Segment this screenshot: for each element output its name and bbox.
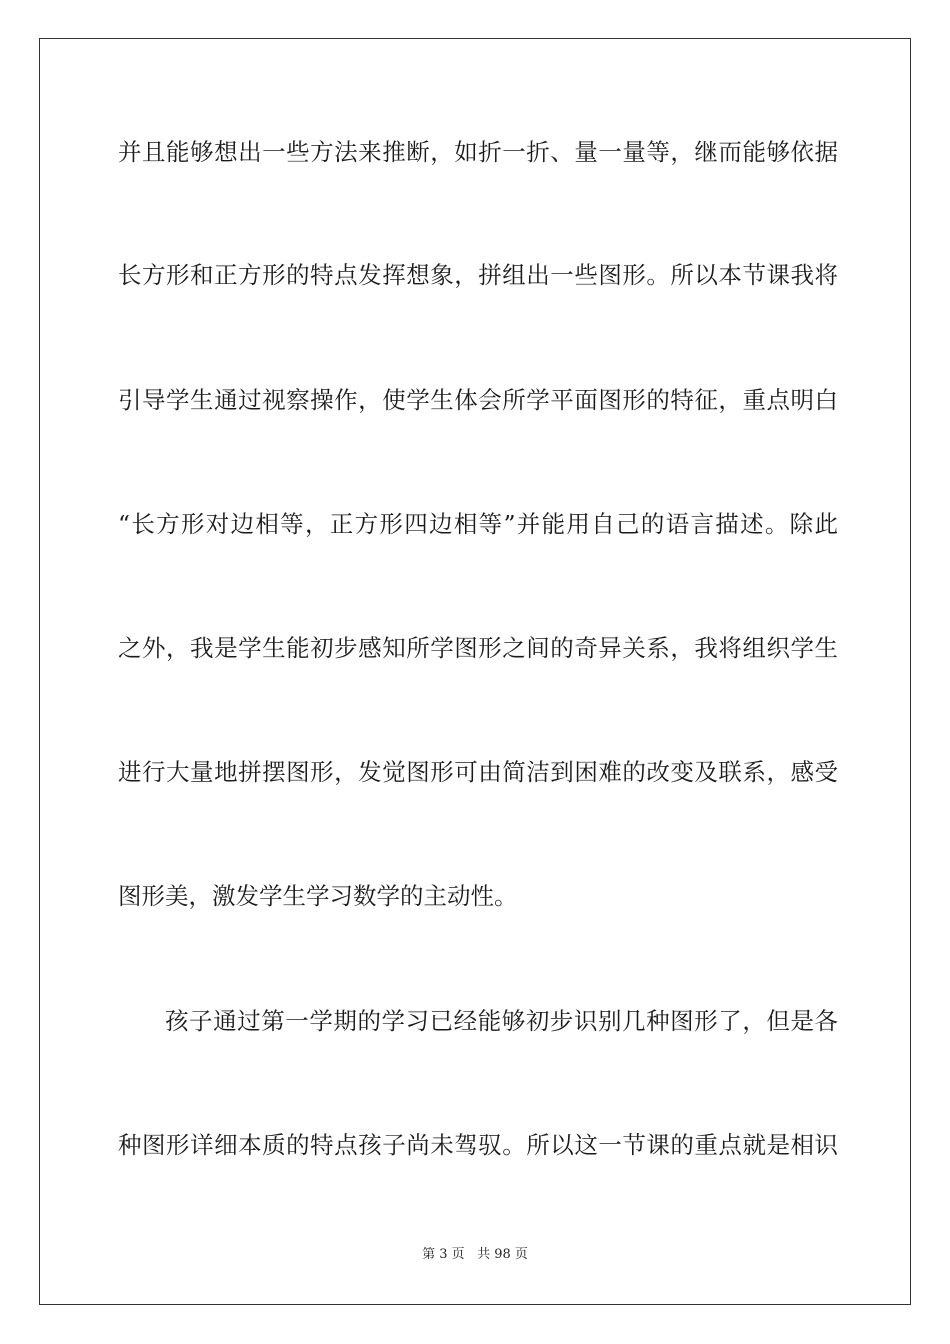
text-line: 引导学生通过视察操作，使学生体会所学平面图形的特征，重点明白 (118, 386, 838, 414)
text-line: 长方形和正方形的特点发挥想象，拼组出一些图形。所以本节课我将 (118, 261, 838, 289)
text-line: 进行大量地拼摆图形，发觉图形可由简洁到困难的改变及联系，感受 (118, 758, 838, 786)
paragraph-first-line: 孩子通过第一学期的学习已经能够初步识别几种图形了，但是各 (165, 1007, 838, 1035)
page-number: 第 3 页 (422, 1247, 465, 1262)
total-pages: 共 98 页 (477, 1247, 528, 1262)
text-line: 之外，我是学生能初步感知所学图形之间的奇异关系，我将组织学生 (118, 634, 838, 662)
text-line: 种图形详细本质的特点孩子尚未驾驭。所以这一节课的重点就是相识 (118, 1131, 838, 1159)
text-line: “长方形对边相等，正方形四边相等”并能用自己的语言描述。除此 (118, 510, 838, 538)
page-footer (0, 1246, 950, 1264)
text-line: 图形美，激发学生学习数学的主动性。 (118, 882, 518, 910)
text-line: 并且能够想出一些方法来推断，如折一折、量一量等，继而能够依据 (118, 138, 838, 166)
page-border (39, 38, 911, 1305)
